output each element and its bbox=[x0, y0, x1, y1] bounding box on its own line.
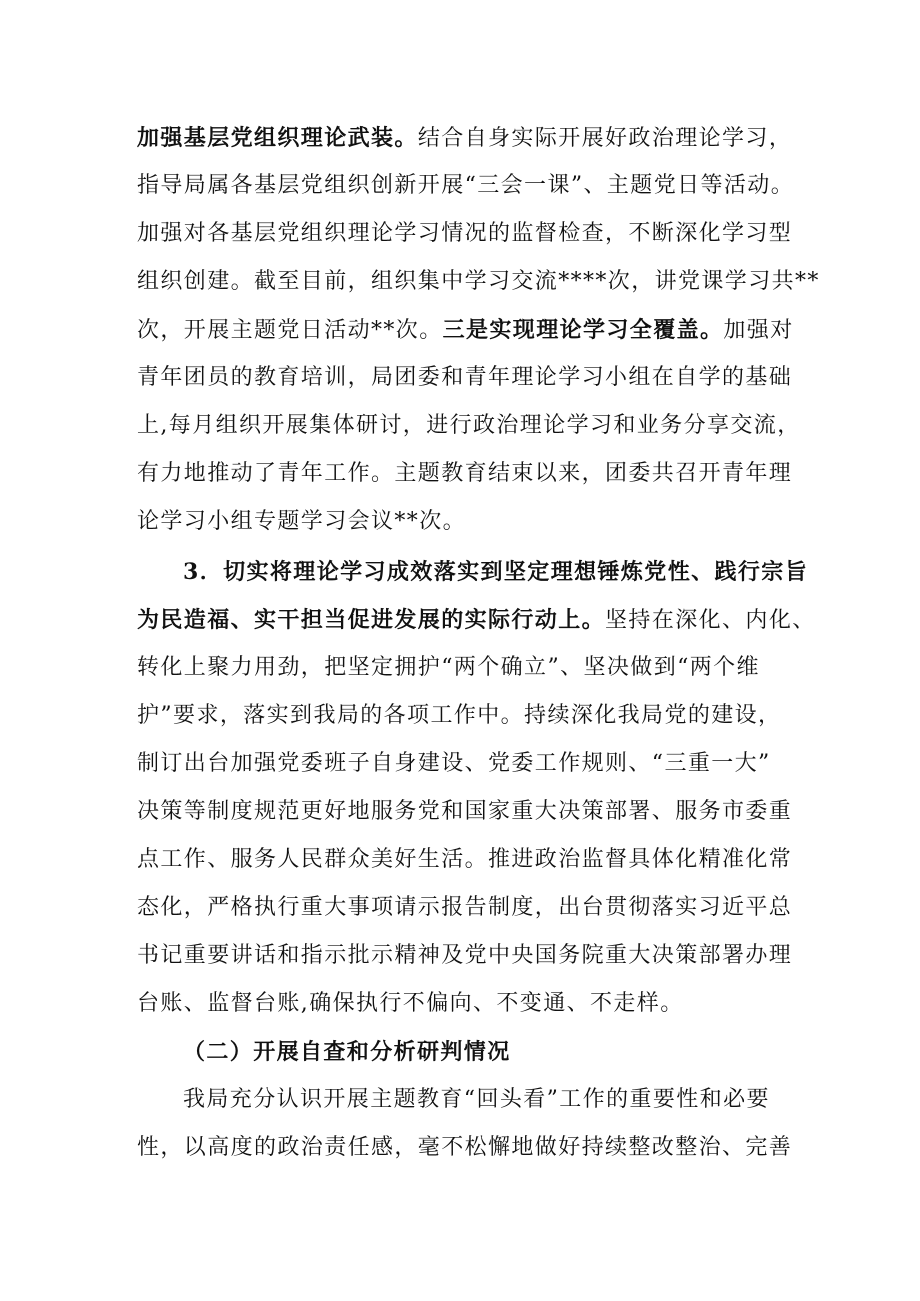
text-line bbox=[137, 988, 817, 1020]
text-run: 结合自身实际开展好政治理论学习， bbox=[417, 126, 793, 151]
text-line bbox=[137, 796, 817, 828]
text-run: 坚持在深化、内化、 bbox=[605, 608, 816, 633]
text-run: 论学习小组专题学习会议**次。 bbox=[137, 509, 467, 534]
text-run: 青年团员的教育培训，局团委和青年理论学习小组在自学的基础 bbox=[137, 365, 793, 390]
text-run: 加强对各基层党组织理论学习情况的监督检查，不断深化学习型 bbox=[137, 221, 793, 246]
text-run: 指导局属各基层党组织创新开展“三会一课”、主题党日等活动。 bbox=[137, 173, 795, 198]
text-run: 书记重要讲话和指示批示精神及党中央国务院重大决策部署办理 bbox=[137, 943, 793, 968]
text-line bbox=[137, 170, 817, 202]
bold-lead: 加强基层党组织理论武装。 bbox=[137, 125, 418, 151]
text-line bbox=[137, 266, 820, 298]
text-line bbox=[137, 940, 817, 972]
text-run: 台账、监督台账,确保执行不偏向、不变通、不走样。 bbox=[137, 991, 684, 1016]
text-line bbox=[137, 748, 817, 780]
bold-lead: 为民造福、实干担当促进发展的实际行动上。 bbox=[137, 607, 606, 633]
text-run: 态化，严格执行重大事项请示报告制度，出台贯彻落实习近平总 bbox=[137, 895, 793, 920]
text-run: 次，开展主题党日活动**次。 bbox=[137, 318, 443, 343]
text-run: 点工作、服务人民群众美好生活。推进政治监督具体化精准化常 bbox=[137, 847, 793, 872]
text-run: 护”要求，落实到我局的各项工作中。持续深化我局党的建设， bbox=[137, 703, 782, 728]
bold-lead: 3．切实将理论学习成效落实到坚定理想锤炼党性、践行宗旨 bbox=[183, 559, 809, 585]
text-run: 有力地推动了青年工作。主题教育结束以来，团委共召开青年理 bbox=[137, 461, 793, 486]
text-line bbox=[137, 700, 817, 732]
text-line bbox=[137, 506, 817, 538]
section-heading-2 bbox=[183, 1036, 863, 1069]
text-line bbox=[137, 314, 817, 347]
text-line bbox=[137, 892, 817, 924]
text-run: 转化上聚力用劲，把坚定拥护“两个确立”、坚决做到“两个维 bbox=[137, 655, 760, 680]
text-line bbox=[137, 1132, 817, 1164]
text-line bbox=[137, 410, 817, 442]
text-run: 上,每月组织开展集体研讨，进行政治理论学习和业务分享交流， bbox=[137, 413, 801, 438]
text-run: 制订出台加强党委班子自身建设、党委工作规则、“三重一大” bbox=[137, 751, 771, 776]
text-run: 加强对 bbox=[723, 318, 794, 343]
text-line bbox=[183, 1084, 817, 1116]
heading-text: （二）开展自查和分析研判情况 bbox=[183, 1039, 511, 1065]
text-line bbox=[137, 458, 817, 490]
text-line bbox=[137, 218, 817, 250]
text-line bbox=[137, 362, 817, 394]
text-run: 我局充分认识开展主题教育“回头看”工作的重要性和必要 bbox=[183, 1087, 770, 1112]
bold-lead: 三是实现理论学习全覆盖。 bbox=[442, 317, 724, 343]
section-heading-3 bbox=[183, 556, 817, 589]
text-run: 性，以高度的政治责任感，毫不松懈地做好持续整改整治、完善 bbox=[137, 1135, 793, 1160]
text-line bbox=[137, 604, 817, 637]
text-run: 组织创建。截至目前，组织集中学习交流****次，讲党课学习共** bbox=[137, 269, 820, 294]
text-line bbox=[137, 122, 817, 155]
text-line bbox=[137, 652, 817, 684]
text-line bbox=[137, 844, 817, 876]
text-run: 决策等制度规范更好地服务党和国家重大决策部署、服务市委重 bbox=[137, 799, 793, 824]
